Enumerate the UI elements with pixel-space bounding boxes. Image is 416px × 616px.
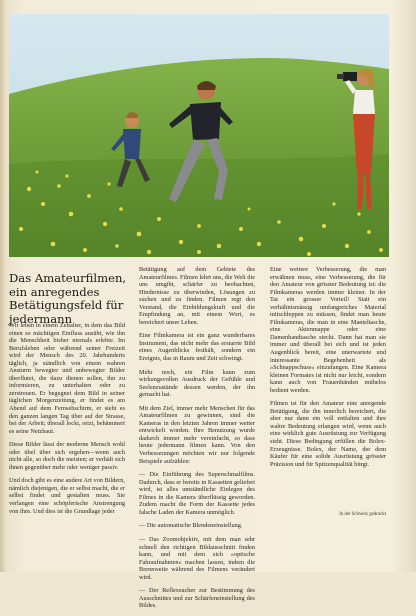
page-spine-shadow [0, 0, 6, 572]
article-column-3 [270, 266, 386, 474]
print-note: In der Schweiz gedruckt [339, 512, 386, 517]
film-camera-icon [343, 72, 357, 81]
meadow-photo [9, 14, 389, 257]
paragraph: — Die automatische Blendeneinstellung. [139, 522, 243, 530]
paragraph: — Die Einführung des Superschmalfilms. Dadurch, dass er bereits in Kassetten geliefert wird, ist alles umständliche Einlegen des Filmes in die Kamera überflüssig geworden. Zudem macht die Form der Kassette jedes falsche Laden der Kamera unmöglich. [139, 471, 255, 516]
grass-foreground [9, 154, 389, 257]
paragraph: — Der Reflexsucher zur Bestimmung des Ausschnittes und zur Schärfeneinstellung des Bildes. [139, 587, 255, 610]
article-column-1 [9, 322, 125, 521]
paragraph: Betätigung auf dem Gebiete des Amateurfilmes. Filmen lehrt uns, die Welt die uns umgibt, schärfer zu beobachten, Hindernisse zu überwinden, Lösungen zu suchen und zu finden. Filmen regt den Verstand, die Einbildungskraft und die Empfindung an, mit einem Wort, es bereichert unser Leben. [139, 266, 255, 326]
paragraph: Wir leben in einem Zeitalter, in dem das Bild einen so mächtigen Einfluss ausübt, wie ihn die Menschheit bisher niemals erlebte. Im Berufsleben oder während seiner Freizeit wird der Mensch des 20. Jahrhunderts täglich, ja ständlich von einem wahren Ansturm bewegter und unbewegter Bilder überflutet, die dazu dienen sollen, ihn zu informieren, zu unterhalten oder zu zerstreuen. Er begegnet dem Bild in seiner täglichen Morgenzeitung, er findet es am Abend auf dem Fernsehschirm, er sieht es den ganzen langen Tag über auf der Strasse, bei der Arbeit; überall lockt, reizt, behämmert es seine Netzhaut. [9, 322, 125, 435]
paragraph: Filmen ist für den Amateur eine anregende Betätigung, die ihn innerlich bereichert, die aber nur dann ein voll entfalten und ihre wahre Bedeutung erlangen wird, wenn auch eine wirklich gute Ausrüstung zur Verfügung steht. Diese Bedingung erfüllen die Bolex-Erzeugnisse. Bolex, der Name, der dem Käufer für eine solide Ausrüstung grösster Präzision und für Spitzenqualität bürgt. [270, 400, 386, 468]
paragraph: Mehr noch, ein Film kann zum wirkungsvollen Ausdruck der Gefühle und Seelenzustände dessen werden, der ihn gemacht hat. [139, 368, 255, 399]
article-column-2 [139, 266, 255, 616]
paragraph: — Das Zoomobjektiv, mit dem man sehr schnell den richtigen Bildausschnitt finden kann, und mit dem sich »optische Fahraufnahmen« machen lassen, indem die Brennweite während des Filmens verändert wird. [139, 535, 255, 581]
paragraph: Mit dem Ziel, immer mehr Menschen für das Amateurfilmen zu gewinnen, sind die Kameras in den letzten Jahren immer weiter entwickelt worden. Ihre Benutzung wurde dadurch immer mehr vereinfacht, so dass heute jedermann filmen kann. Von den Verbesserungen möchten wir nur folgende Beispiele aufzählen: [139, 404, 255, 465]
paragraph: Und doch gibt es eine andere Art von Bildern, nämlich diejenigen, die er selbst macht, die er selbst findet und gestalten muss. Sie verlangen eine schöpferische Anstrengung von ihm. Und dies ist die Grundlage jeder [9, 477, 125, 515]
paragraph: Diese Bilder lässt der moderne Mensch wohl oder übel über sich ergehen—wenn auch nicht alle, so doch die meisten; er verhält sich ihnen gegenüber mehr oder weniger passiv. [9, 441, 125, 471]
paragraph: Eine Filmkamera ist ein ganz wunderbares Instrument, das nicht mehr das erstarrte Bild eines Augenblicks festhält, sondern ein Ereignis, das in Raum und Zeit schwingt. [139, 332, 255, 363]
article-headline: Das Amateurfilmen, ein anregendes Betätigungsfeld für jedermann [9, 271, 127, 326]
paragraph: Eine weitere Verbesserung, die man erwähnen muss, eine Verbesserung, die für den Amateur von grösster Bedeutung ist: die Filmkameras werden immer kleiner. In der Tat ein grosser Vorteil! Statt ein verhältnismässig umfangreiches Material mitschleppen zu müssen, findet man heute Filmkameras, die man in eine Manteltasche, eine Aktenmappe oder eine Damenhandtasche steckt. Dann hat man sie immer und überall bei sich und ist jeden Augenblick bereit, eine unerwartete und interessante Begebenheit als »Schnappschuss« einzufangen. Eine Kamera kleinen Formates ist nicht nur leicht, sondern kann auch von Frauenhänden mühelos bedient werden. [270, 266, 386, 394]
meadow-photo-illustration [9, 14, 389, 257]
